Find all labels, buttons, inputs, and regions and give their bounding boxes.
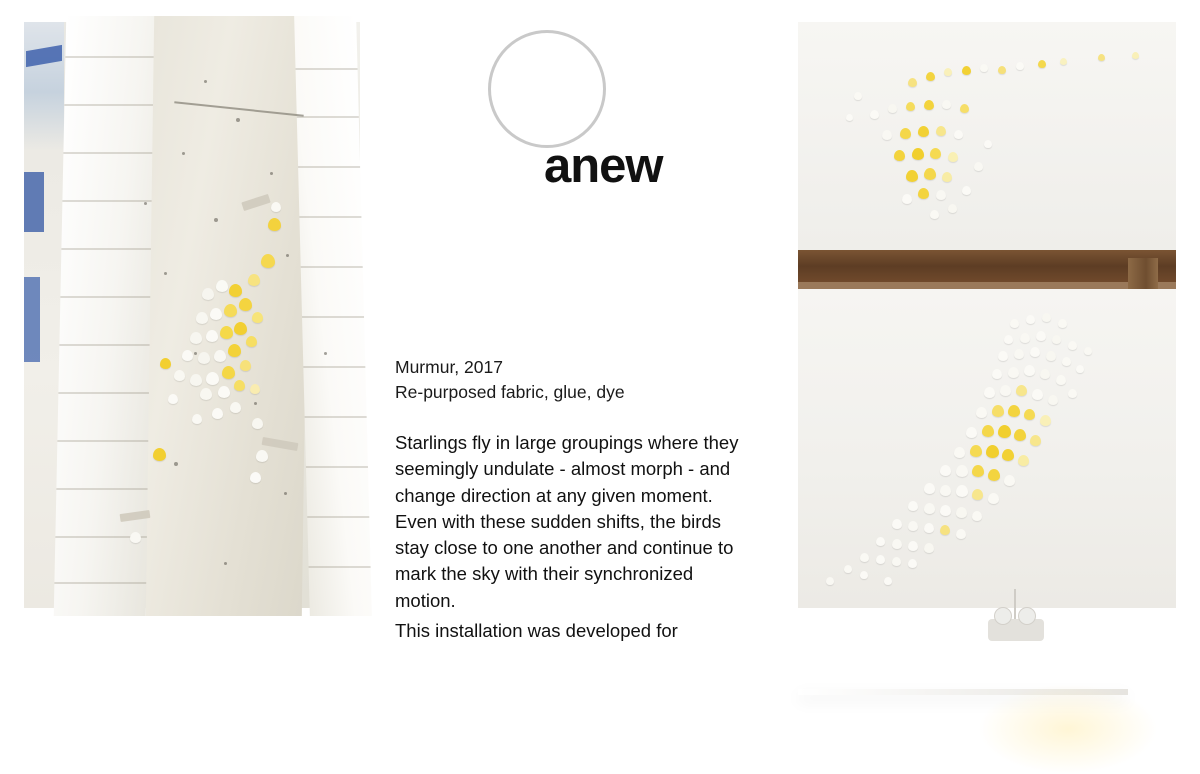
- wooden-beam-edge: [798, 282, 1176, 289]
- center-text-panel: [392, 0, 772, 641]
- brick-column-left: [54, 16, 159, 616]
- gallery-upper-wall: [798, 22, 1176, 250]
- track-light-fixture: [988, 619, 1044, 641]
- wooden-beam: [798, 250, 1176, 286]
- installation-photo-brick-wall: [24, 22, 360, 608]
- shelf-glow: [978, 684, 1158, 774]
- window-strip-lower: [24, 277, 40, 362]
- installation-photo-gallery: [798, 22, 1176, 608]
- artwork-medium: Re-purposed fabric, glue, dye: [395, 381, 625, 402]
- circle-outline-icon: [488, 30, 606, 148]
- brand-name: anew: [544, 139, 663, 193]
- artwork-description-continued: This installation was developed for: [395, 620, 678, 641]
- artwork-caption: [395, 355, 755, 405]
- artwork-description: Starlings fly in large groupings where they seemingly undulate - almost morph - and change direction at any given moment. Even with these sudden shifts, the birds stay close to one another and continue to mark the sky with their synchronized motion.: [395, 432, 739, 611]
- artwork-title: Murmur, 2017: [395, 357, 503, 377]
- light-rod: [1014, 589, 1016, 623]
- gallery-lower-wall: [798, 289, 1176, 608]
- brand-logo[interactable]: [488, 30, 718, 200]
